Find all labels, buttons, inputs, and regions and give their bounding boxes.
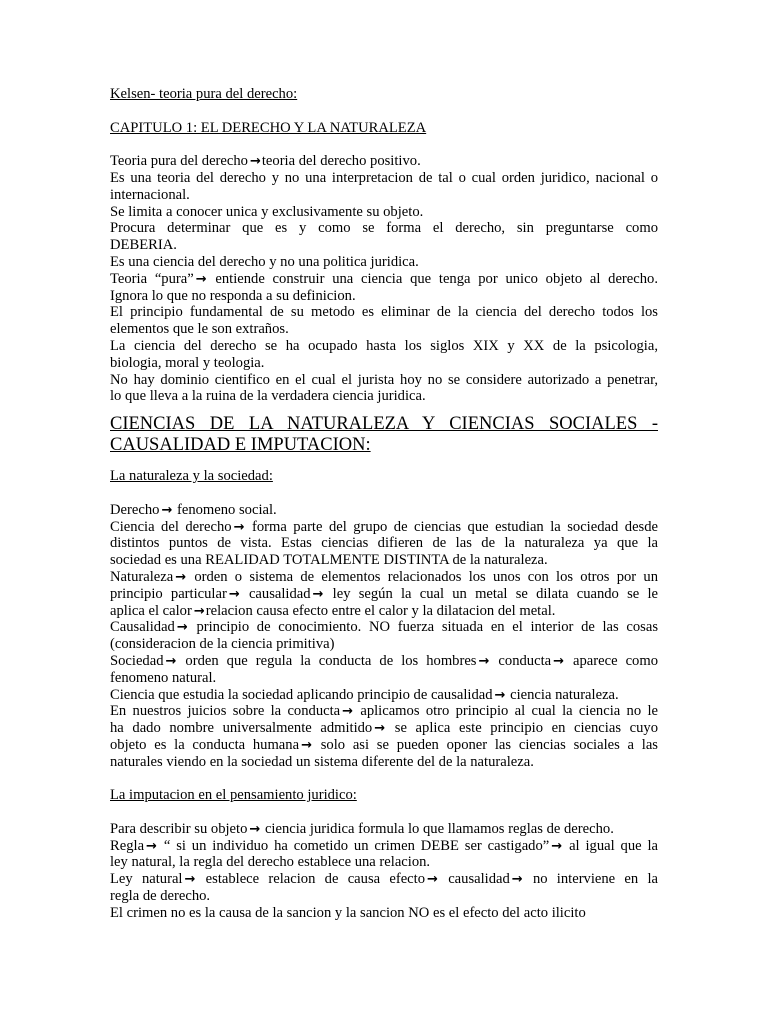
text-line: Teoria pura del derecho →teoria del derecho positivo. [110, 153, 421, 170]
spacer [110, 770, 658, 787]
arrow-icon: → [374, 721, 386, 737]
arrow-icon: → [301, 737, 312, 753]
arrow-icon: → [175, 569, 187, 585]
arrow-icon: → [176, 620, 188, 636]
document-page [110, 86, 658, 922]
text-line: DEBERIA. [110, 237, 177, 254]
subheading-naturaleza-sociedad: La naturaleza y la sociedad: [110, 468, 273, 485]
text-line: distintos puntos de vista. Estas ciencias difieren de las de la naturaleza ya que la [110, 535, 658, 552]
text-line: Ley natural → establece relacion de causa efecto → causalidad → no interviene en la [110, 871, 658, 888]
text-line: principio particular → causalidad → ley según la cual un metal se dilata cuando se le [110, 585, 658, 602]
text-line: El principio fundamental de su metodo es eliminar de la ciencia del derecho todos los [110, 304, 658, 321]
heading-line: CIENCIAS DE LA NATURALEZA Y CIENCIAS SOCIALES - [110, 414, 658, 435]
text-line: No hay dominio cientifico en el cual el jurista hoy no se considere autorizado a penetrar, [110, 371, 658, 388]
text-line: ley natural, la regla del derecho establece una relacion. [110, 854, 431, 871]
arrow-icon: → [184, 872, 196, 888]
text-line: naturales viendo en la sociedad un sistema diferente del de la naturaleza. [110, 753, 534, 770]
heading-line: CAUSALIDAD E IMPUTACION: [110, 434, 371, 455]
arrow-icon: → [146, 838, 157, 854]
text-line: Derecho → fenomeno social. [110, 501, 277, 518]
arrow-icon: → [494, 687, 506, 703]
text-line: Procura determinar que es y como se forma el derecho, sin preguntarse como [110, 220, 658, 237]
text-line: Se limita a conocer unica y exclusivamente su objeto. [110, 203, 424, 220]
text-line: Ignora lo que no responda a su definicion. [110, 287, 356, 304]
arrow-icon: → [195, 271, 207, 287]
arrow-icon: → [165, 653, 177, 669]
arrow-icon: → [228, 586, 240, 602]
chapter-heading: CAPITULO 1: EL DERECHO Y LA NATURALEZA [110, 119, 427, 136]
arrow-icon: → [249, 821, 261, 837]
paragraph-naturaleza-sociedad [110, 502, 658, 771]
text-line: Es una teoria del derecho y no una interpretacion de tal o cual orden juridico, nacional o [110, 169, 658, 186]
text-line: Regla → “ si un individuo ha cometido un crimen DEBE ser castigado” → al igual que la [110, 837, 659, 854]
text-line: fenomeno natural. [110, 669, 217, 686]
text-line: La ciencia del derecho se ha ocupado hasta los siglos XIX y XX de la psicologia, [110, 337, 658, 354]
text-line: Teoria “pura” → entiende construir una ciencia que tenga por unico objeto al derecho. [110, 270, 658, 287]
text-line: lo que lleva a la ruina de la verdadera ciencia juridica. [110, 388, 426, 405]
arrow-icon: → [161, 502, 173, 518]
text-line: elementos que le son extraños. [110, 321, 289, 338]
document-title: Kelsen- teoria pura del derecho: [110, 86, 298, 102]
text-line: Causalidad → principio de conocimiento. NO fuerza situada en el interior de las cosas [110, 619, 658, 636]
text-line: Ciencia que estudia la sociedad aplicando principio de causalidad → ciencia naturaleza. [110, 686, 619, 703]
spacer [110, 455, 658, 468]
spacer [110, 804, 658, 821]
spacer [110, 405, 658, 414]
text-line: internacional. [110, 186, 190, 203]
text-line: regla de derecho. [110, 888, 211, 905]
arrow-icon: → [427, 872, 438, 888]
text-line: objeto es la conducta humana → solo asi se pueden oponer las ciencias sociales a las [110, 736, 658, 753]
text-line: (consideracion de la ciencia primitiva) [110, 636, 335, 653]
paragraph-imputacion [110, 821, 658, 922]
text-line: Sociedad → orden que regula la conducta de los hombres → conducta → aparece como [110, 652, 659, 669]
text-line: ha dado nombre universalmente admitido → se aplica este principio en ciencias cuyo [110, 720, 658, 737]
arrow-icon: → [193, 603, 205, 619]
subheading-imputacion: La imputacion en el pensamiento juridico: [110, 787, 357, 804]
arrow-icon: → [312, 586, 324, 602]
spacer [110, 103, 658, 120]
text-line: biologia, moral y teologia. [110, 354, 265, 371]
text-line: Naturaleza → orden o sistema de elementos relacionados los unos con los otros por un [110, 568, 658, 585]
spacer [110, 485, 658, 502]
arrow-icon: → [478, 653, 490, 669]
paragraph-teoria-pura [110, 153, 658, 405]
text-line: El crimen no es la causa de la sancion y la sancion NO es el efecto del acto ilicito [110, 904, 586, 921]
arrow-icon: → [551, 838, 563, 854]
text-line: sociedad es una REALIDAD TOTALMENTE DISTINTA de la naturaleza. [110, 552, 548, 569]
text-line: En nuestros juicios sobre la conducta → aplicamos otro principio al cual la ciencia no le [110, 703, 658, 720]
text-line: Ciencia del derecho → forma parte del grupo de ciencias que estudian la sociedad desde [110, 518, 658, 535]
text-line: Para describir su objeto → ciencia juridica formula lo que llamamos reglas de derecho. [110, 820, 614, 837]
arrow-icon: → [553, 653, 565, 669]
arrow-icon: → [342, 704, 354, 720]
arrow-icon: → [233, 519, 245, 535]
section-heading [110, 414, 658, 455]
arrow-icon: → [249, 154, 261, 170]
spacer [110, 136, 658, 153]
text-line: aplica el calor →relacion causa efecto entre el calor y la dilatacion del metal. [110, 602, 556, 619]
text-line: Es una ciencia del derecho y no una politica juridica. [110, 253, 419, 270]
arrow-icon: → [511, 872, 523, 888]
